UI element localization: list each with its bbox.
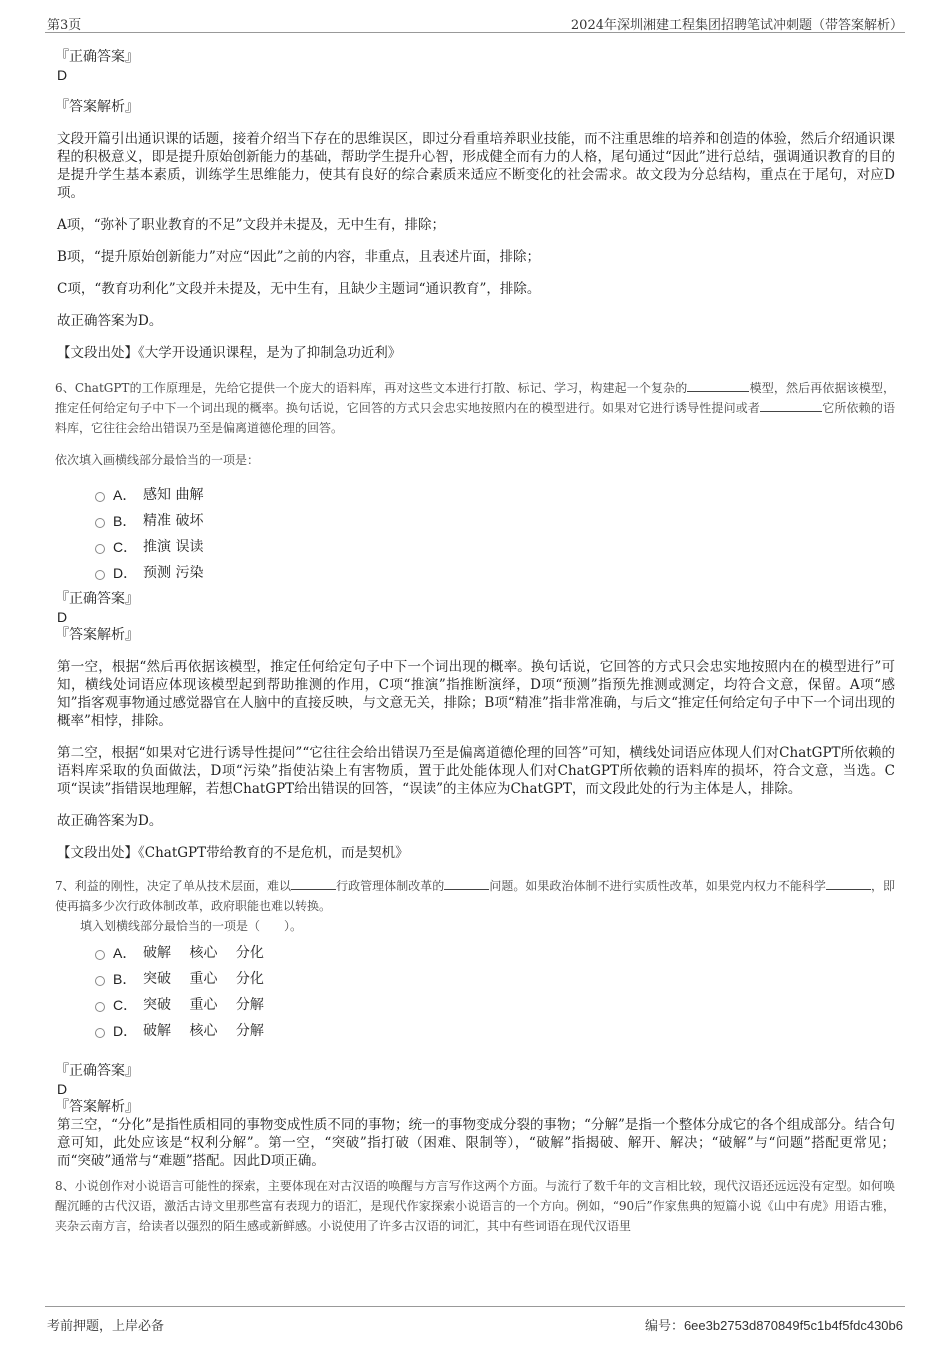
page-header xyxy=(45,10,905,33)
analysis-paragraph: 故正确答案为D。 xyxy=(57,313,163,329)
analysis-label: 『答案解析』 xyxy=(55,99,139,115)
radio-icon[interactable] xyxy=(95,518,105,528)
analysis-paragraph: 第二空，根据“如果对它进行诱导性提问”“它往往会给出错误乃至是偏离道德伦理的回答”可知，横线处词语应体现人们对ChatGPT所依赖的语料库采取的负面做法，D项“污染”指使沾染上有害物质，置于此处能体现人们对ChatGPT所依赖的语料库的损坏，符合文意，当选。C项“误读”指错误地理解，若想ChatGPT给出错误的回答，“误读”的主体应为ChatGPT，而文段此处的行为主体是人，排除。 xyxy=(57,745,895,797)
radio-icon[interactable] xyxy=(95,492,105,502)
analysis-paragraph: A项，“弥补了职业教育的不足”文段并未提及，无中生有，排除； xyxy=(57,217,446,233)
analysis-label: 『答案解析』 xyxy=(55,1099,139,1115)
question-stem: 8、小说创作对小说语言可能性的探索，主要体现在对古汉语的唤醒与方言写作这两个方面。与流行了数千年的文言相比较，现代汉语还远远没有定型。如何唤醒沉睡的古代汉语，激活古诗文里那些富有表现力的语汇，是现代作家探索小说语言的一个方向。例如，“90后”作家焦典的短篇小说《山中有虎》用语古雅，夹杂云南方言，给读者以强烈的陌生感或新鲜感。小说使用了许多古汉语的词汇，其中有些词语在现代汉语里 xyxy=(55,1179,895,1233)
analysis-label: 『答案解析』 xyxy=(55,627,139,643)
radio-icon[interactable] xyxy=(95,544,105,554)
answer-label: 『正确答案』 xyxy=(55,1063,139,1079)
document-title: 2024年深圳湘建工程集团招聘笔试冲刺题（带答案解析） xyxy=(570,18,903,33)
answer-label: 『正确答案』 xyxy=(55,49,139,65)
option-a[interactable]: A． 破解 核心 分化 xyxy=(95,940,895,966)
question-stem: 7、利益的刚性，决定了单从技术层面，难以 行政管理体制改革的 问题。如果政治体制不进行实质性改革，如果党内权力不能科学 ，即使再搞多少次行政体制改革，政府职能也难以转换。 xyxy=(55,879,895,913)
analysis-paragraph: 第一空，根据“然后再依据该模型，推定任何给定句子中下一个词出现的概率。换句话说，它回答的方式只会忠实地按照内在的模型进行”可知，横线处词语应体现该模型起到帮助推测的作用，C项“推演”指推断演绎，D项“预测”指预先推测或测定，均符合文意，保留。A项“感知”指客观事物通过感觉器官在人脑中的直接反映，与文意无关，排除；B项“精准”指非常准确，与后文“推定任何给定句子中下一个词出现的概率”相悖，排除。 xyxy=(57,659,895,729)
radio-icon[interactable] xyxy=(95,570,105,580)
answer-value: D xyxy=(57,67,68,83)
option-d[interactable]: D． 破解 核心 分解 xyxy=(95,1018,895,1044)
question-prompt: 填入划横线部分最恰当的一项是（ ）。 xyxy=(80,919,303,933)
option-b[interactable]: B． 突破 重心 分化 xyxy=(95,966,895,992)
analysis-paragraph: 故正确答案为D。 xyxy=(57,813,163,829)
option-d[interactable]: D． 预测 污染 xyxy=(95,560,895,586)
analysis-paragraph: B项，“提升原始创新能力”对应“因此”之前的内容，非重点，且表述片面，排除； xyxy=(57,249,541,265)
option-b[interactable]: B． 精准 破坏 xyxy=(95,508,895,534)
source-citation: 【文段出处】《大学开设通识课程，是为了抑制急功近利》 xyxy=(57,345,402,361)
option-a[interactable]: A． 感知 曲解 xyxy=(95,482,895,508)
question-prompt: 依次填入画横线部分最恰当的一项是： xyxy=(55,453,260,467)
answer-value: D xyxy=(57,609,68,625)
options-list xyxy=(95,940,895,1044)
answer-label: 『正确答案』 xyxy=(55,591,139,607)
page-footer xyxy=(45,1306,905,1345)
radio-icon[interactable] xyxy=(95,976,105,986)
page-content xyxy=(55,48,895,1236)
page-number: 第3页 xyxy=(47,18,82,33)
radio-icon[interactable] xyxy=(95,1028,105,1038)
question-stem: 6、ChatGPT的工作原理是，先给它提供一个庞大的语料库，再对这些文本进行打散、标记、学习，构建起一个复杂的 模型，然后再依据该模型，推定任何给定句子中下一个词出现的概率。换句话说，它回答的方式只会忠实地按照内在的模型进行。如果对它进行诱导性提问或者 它所依赖的语料库，它往往会给出错误乃至是偏离道德伦理的回答。 xyxy=(55,381,895,435)
footer-slogan: 考前押题，上岸必备 xyxy=(47,1319,165,1334)
analysis-paragraph: 文段开篇引出通识课的话题，接着介绍当下存在的思维误区，即过分看重培养职业技能，而不注重思维的培养和创造的体验，然后介绍通识课程的积极意义，即是提升原始创新能力的基础，帮助学生提升心智，形成健全而有力的人格，尾句通过“因此”进行总结，强调通识教育的目的是提升学生基本素质，训练学生思维能力，使其有良好的综合素质来适应不断变化的社会需求。故文段为分总结构，重点在于尾句，对应D项。 xyxy=(57,131,895,201)
option-c[interactable]: C． 推演 误读 xyxy=(95,534,895,560)
option-c[interactable]: C． 突破 重心 分解 xyxy=(95,992,895,1018)
analysis-paragraph: C项，“教育功利化”文段并未提及，无中生有，且缺少主题词“通识教育”，排除。 xyxy=(57,281,541,297)
blank-line xyxy=(444,877,489,890)
radio-icon[interactable] xyxy=(95,950,105,960)
blank-line xyxy=(826,877,871,890)
answer-value: D xyxy=(57,1081,68,1097)
radio-icon[interactable] xyxy=(95,1002,105,1012)
source-citation: 【文段出处】《ChatGPT带给教育的不是危机，而是契机》 xyxy=(57,845,409,861)
options-list xyxy=(95,482,895,586)
blank-line xyxy=(687,379,749,392)
document-code: 编号：6ee3b2753d870849f5c1b4f5fdc430b6 xyxy=(644,1318,903,1334)
analysis-paragraph: 第三空，“分化”是指性质相同的事物变成性质不同的事物；统一的事物变成分裂的事物；“分解”是指一个整体分成它的各个组成部分。结合句意可知，此处应该是“权利分解”。第一空，“突破”指打破（困难、限制等），“破解”指揭破、解开、解决；“破解”与“问题”搭配更常见；而“突破”通常与“难题”搭配。因此D项正确。 xyxy=(57,1117,895,1169)
blank-line xyxy=(291,877,336,890)
blank-line xyxy=(760,399,822,412)
